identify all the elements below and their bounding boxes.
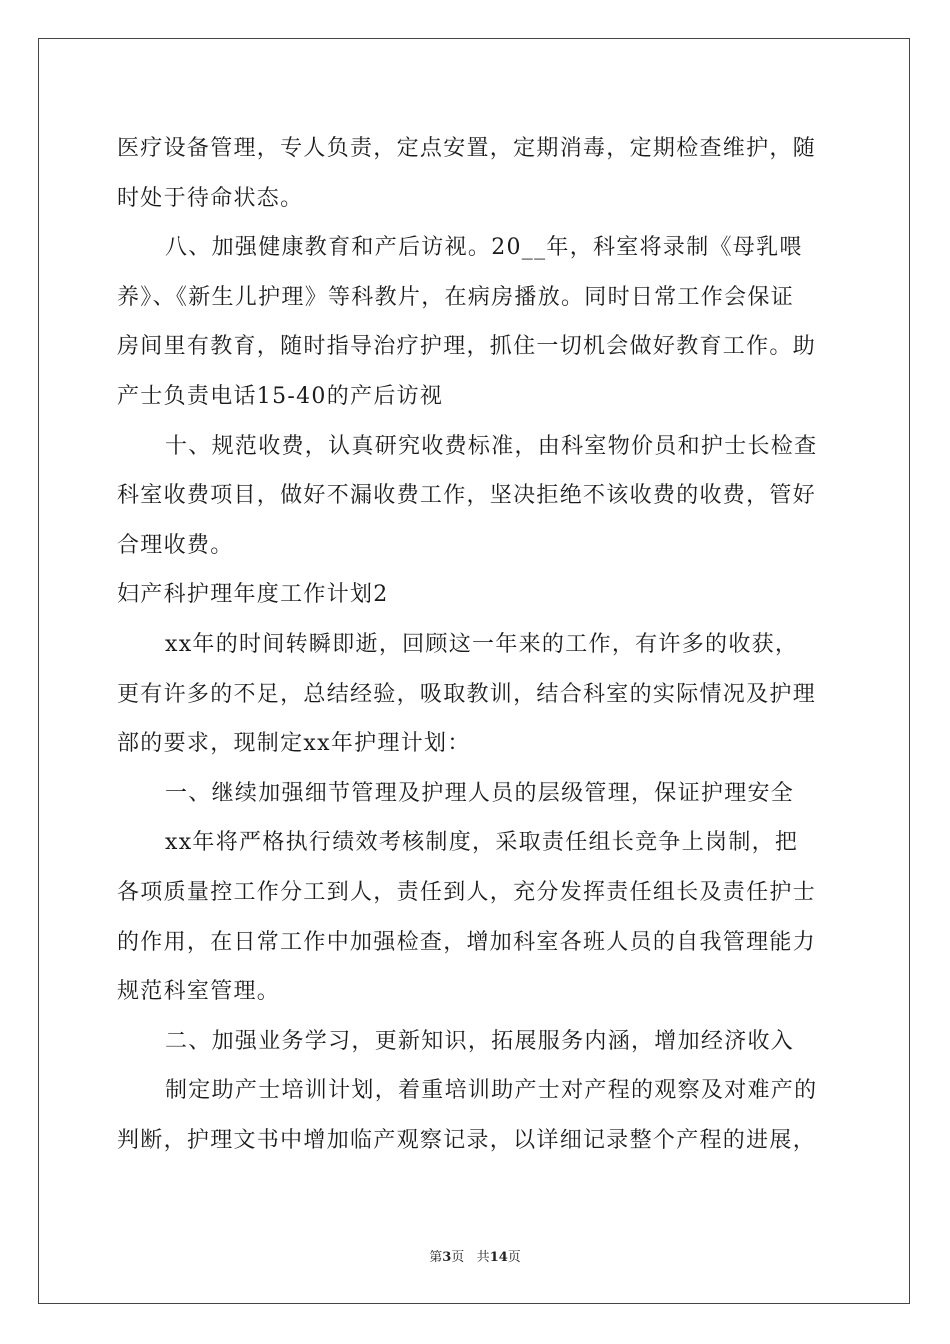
text-line: 二、加强业务学习，更新知识，拓展服务内涵，增加经济收入 (165, 1028, 795, 1054)
footer-total-pages: 14 (489, 1250, 508, 1265)
footer-page-suffix: 页 (451, 1250, 465, 1265)
text-line: 制定助产士培训计划，着重培训助产士对产程的观察及对难产的 (165, 1078, 818, 1104)
text-line: 时处于待命状态。 (117, 185, 304, 211)
footer-page-number: 3 (442, 1250, 452, 1265)
text-line: 一、继续加强细节管理及护理人员的层级管理，保证护理安全 (165, 780, 795, 806)
text-line: 科室收费项目，做好不漏收费工作，坚决拒绝不该收费的收费，管好 (117, 483, 817, 509)
document-body (117, 124, 837, 1165)
text-line: 医疗设备管理，专人负责，定点安置，定期消毒，定期检查维护，随 (117, 136, 817, 161)
text-line: 养》、《新生儿护理》等科教片，在病房播放。同时日常工作会保证 (117, 284, 795, 310)
footer-total-suffix: 页 (507, 1250, 521, 1265)
text-line: 规范科室管理。 (117, 979, 281, 1005)
text-line: 八、加强健康教育和产后访视。20__年，科室将录制《母乳喂 (165, 235, 803, 261)
text-line: 十、规范收费，认真研究收费标准，由科室物价员和护士长检查 (165, 433, 818, 459)
text-line: 产士负责电话15-40的产后访视 (117, 383, 444, 409)
text-line: 部的要求，现制定xx年护理计划： (117, 731, 471, 757)
text-line: xx年将严格执行绩效考核制度，采取责任组长竞争上岗制，把 (165, 830, 799, 856)
footer-prefix: 第 (429, 1250, 443, 1265)
text-line: xx年的时间转瞬即逝，回顾这一年来的工作，有许多的收获， (165, 631, 799, 657)
page-footer (0, 1246, 950, 1265)
text-line: 房间里有教育，随时指导治疗护理，抓住一切机会做好教育工作。助 (117, 334, 817, 360)
text-line: 更有许多的不足，总结经验，吸取教训，结合科室的实际情况及护理 (117, 681, 817, 707)
footer-total-prefix: 共 (476, 1250, 490, 1265)
text-line: 合理收费。 (117, 532, 234, 558)
text-line: 的作用，在日常工作中加强检查，增加科室各班人员的自我管理能力 (117, 929, 817, 955)
section-title: 妇产科护理年度工作计划2 (117, 582, 389, 608)
text-line: 各项质量控工作分工到人，责任到人，充分发挥责任组长及责任护士 (117, 879, 817, 905)
text-line: 判断，护理文书中增加临产观察记录，以详细记录整个产程的进展， (117, 1127, 817, 1153)
